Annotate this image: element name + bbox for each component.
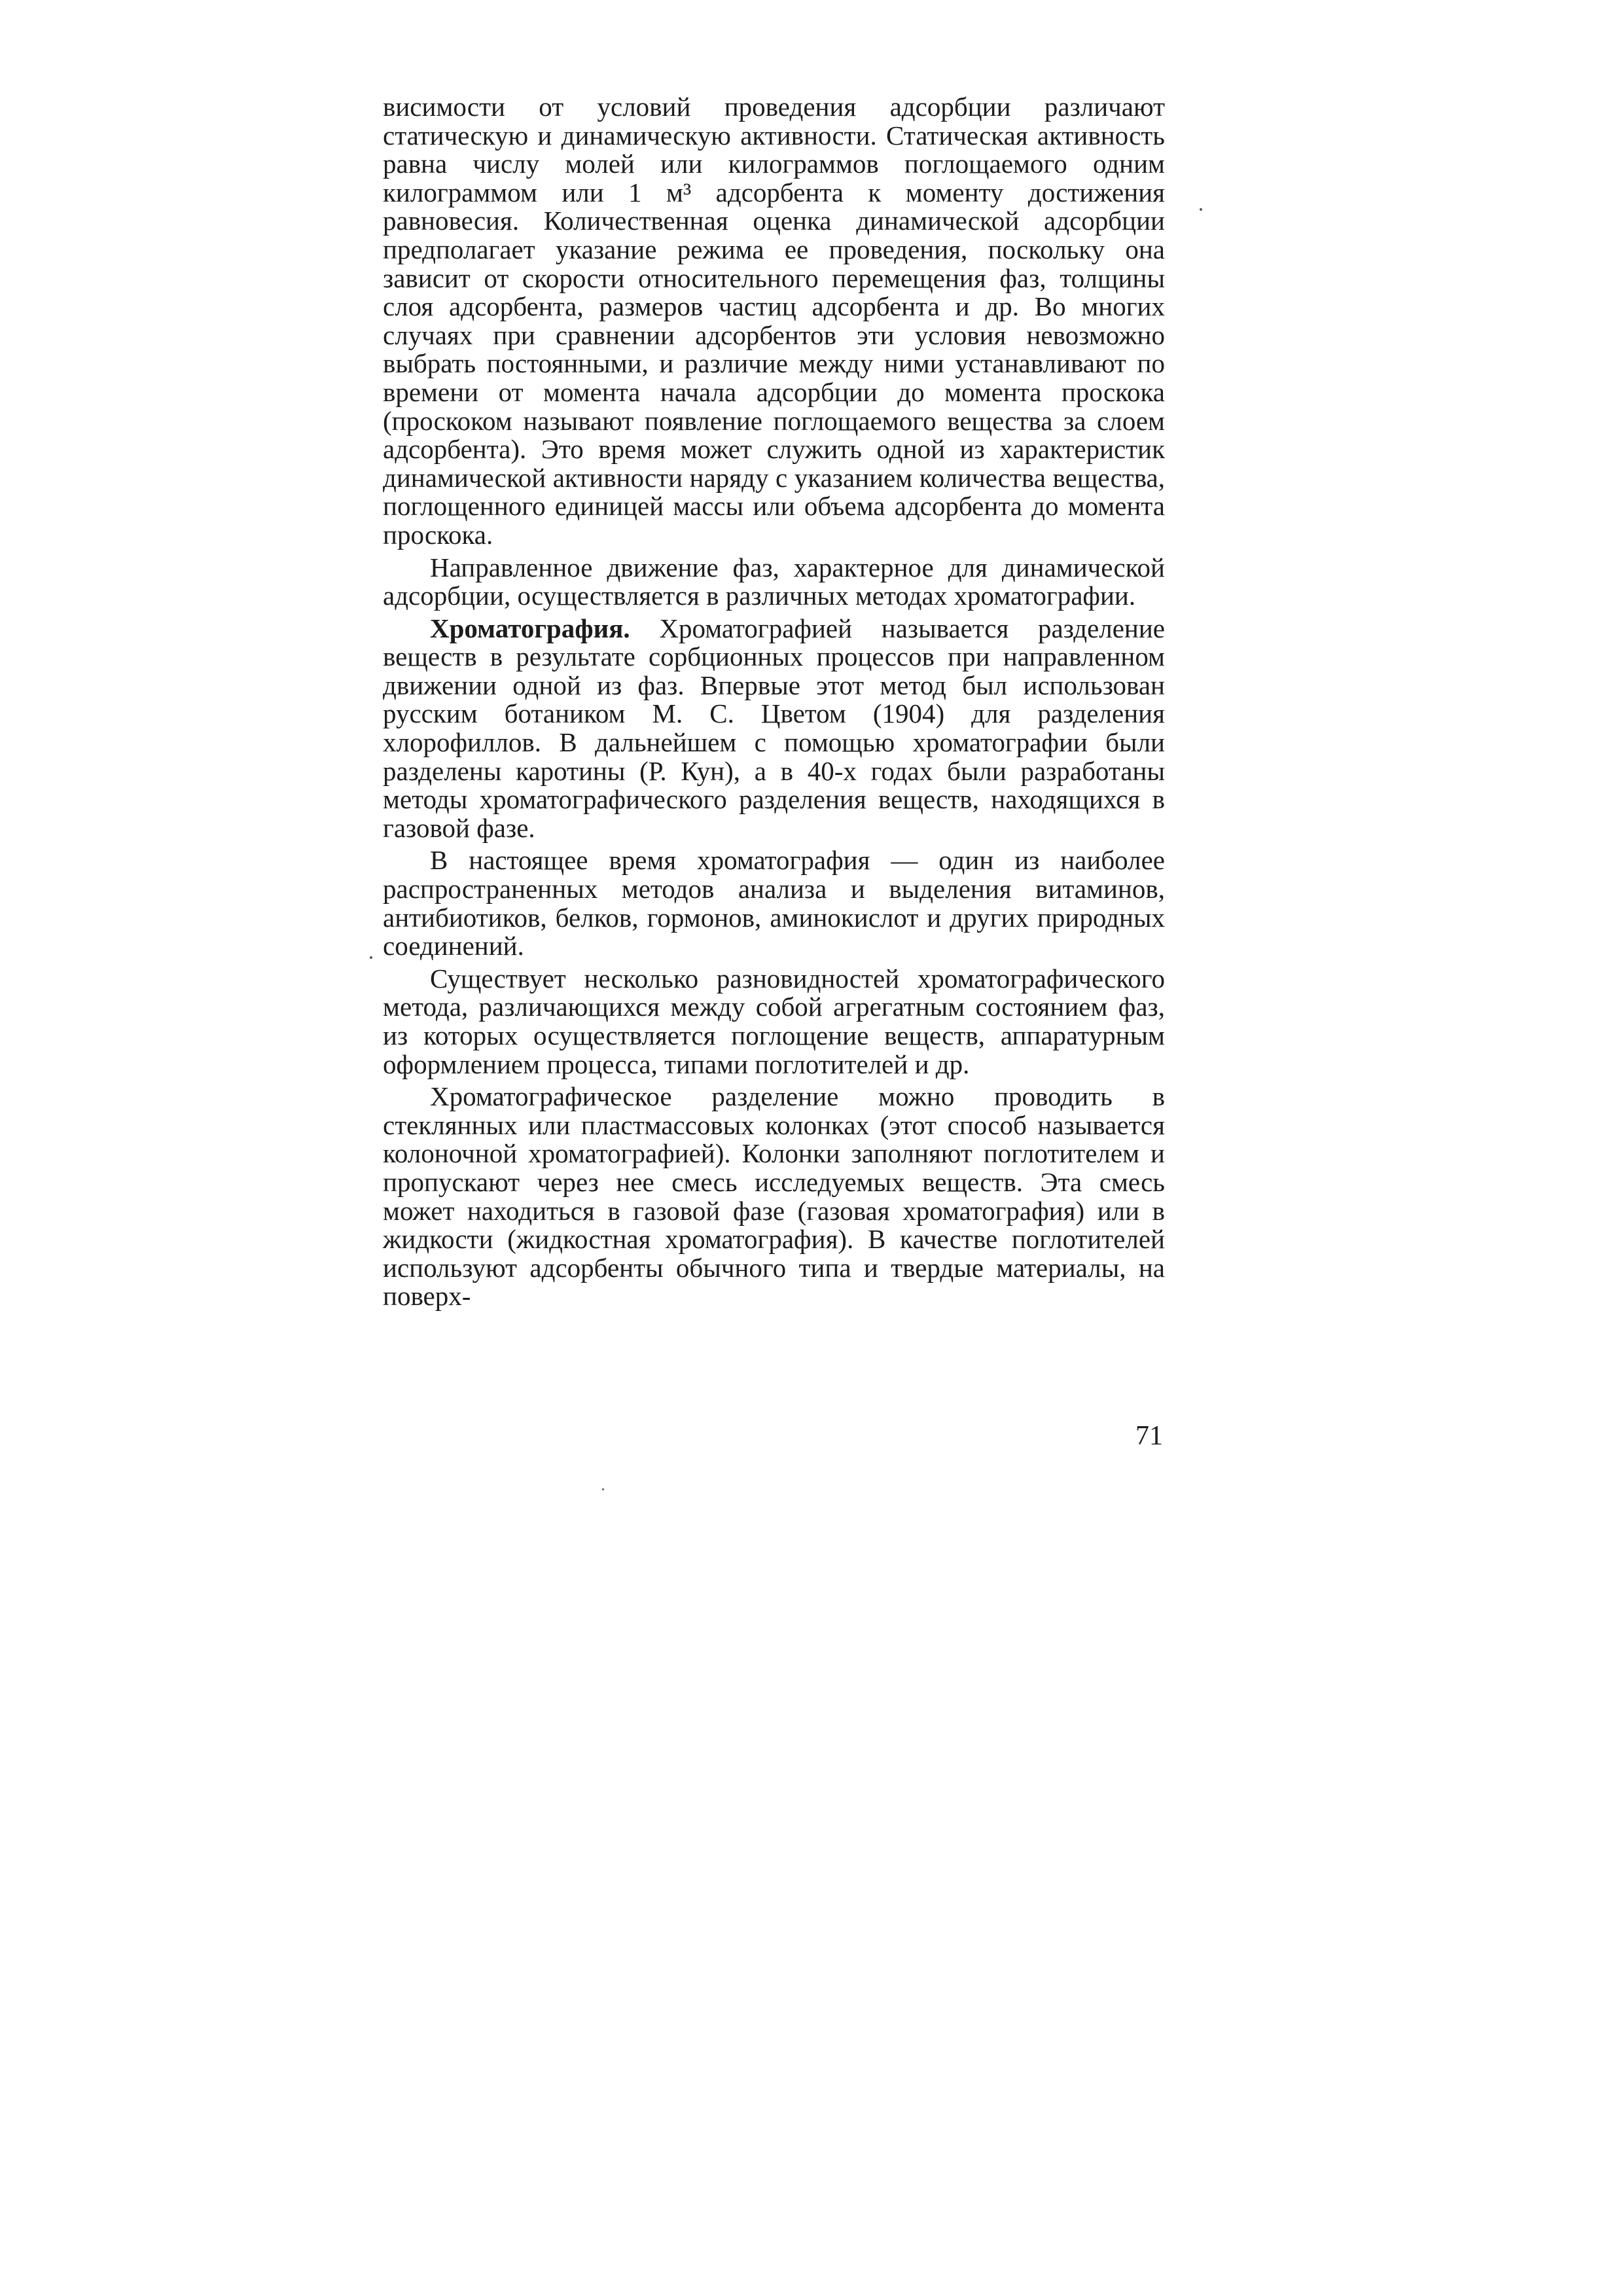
scan-speck: [370, 956, 372, 959]
scan-speck: [602, 1488, 604, 1490]
paragraph-continuation: висимости от условий проведения адсорбции различают статическую и динамическую активности. Статическая активность равна числу молей или килограммов поглощаемого одним килограммом или 1 м³ адсорбента к моменту достижения равновесия. Количественная оценка динамической адсорбции предполагает указание режима ее проведения, поскольку она зависит от скорости относительного перемещения фаз, толщины слоя адсорбента, размеров частиц адсорбента и др. Во многих случаях при сравнении адсорбентов эти условия невозможно выбрать постоянными, и различие между ними устанавливают по времени от момента начала адсорбции до момента проскока (проскоком называют появление поглощаемого вещества за слоем адсорбента). Это время может служить одной из характеристик динамической активности наряду с указанием количества вещества, поглощенного единицей массы или объема адсорбента до момента проскока.: [383, 92, 1165, 550]
text-column: [383, 93, 1165, 1311]
section-heading-chromatography: Хроматография.: [430, 613, 630, 643]
scan-speck: [1200, 208, 1202, 211]
paragraph-directed-motion: Направленное движение фаз, характерное для динамической адсорбции, осуществляется в различных методах хроматографии.: [383, 552, 1165, 611]
paragraph-varieties: Существует несколько разновидностей хроматографического метода, различающихся между собой агрегатным состоянием фаз, из которых осуществляется поглощение веществ, аппаратурным оформлением процесса, типами поглотителей и др.: [383, 963, 1165, 1079]
paragraph-chromatography: [383, 615, 1165, 843]
paragraph-current-use: В настоящее время хроматография — один из наиболее распространенных методов анализа и выделения витаминов, антибиотиков, белков, гормонов, аминокислот и других природных соединений.: [383, 845, 1165, 961]
page-number: 71: [1135, 1421, 1163, 1451]
paragraph-column-chromatography: Хроматографическое разделение можно проводить в стеклянных или пластмассовых колонках (этот способ называется колоночной хроматографией). Колонки заполняют поглотителем и пропускают через нее смесь исследуемых веществ. Эта смесь может находиться в газовой фазе (газовая хроматография) или в жидкости (жидкостная хроматография). В качестве поглотителей используют адсорбенты обычного типа и твердые материалы, на поверх-: [383, 1081, 1165, 1312]
paragraph-chromatography-body: Хроматографией называется разделение веществ в результате сорбционных процессов при направленном движении одной из фаз. Впервые этот метод был использован русским ботаником М. С. Цветом (1904) для разделения хлорофиллов. В дальнейшем с помощью хроматографии были разделены каротины (Р. Кун), а в 40-х годах были разработаны методы хроматографического разделения веществ, находящихся в газовой фазе.: [383, 613, 1166, 843]
